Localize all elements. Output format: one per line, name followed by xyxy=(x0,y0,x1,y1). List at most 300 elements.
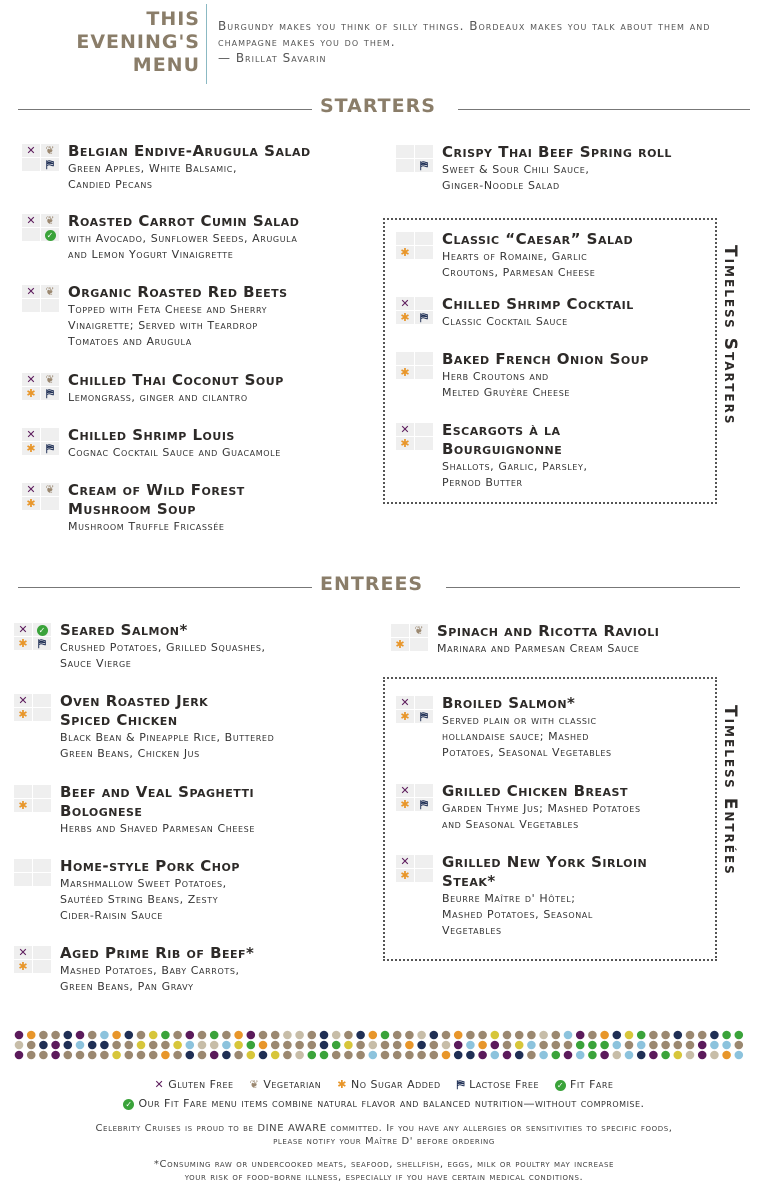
lactose-free-icon: ⛿ xyxy=(41,387,59,400)
gluten-free-icon: ✕ xyxy=(396,297,414,310)
disclaimer-line-2: your risk of food-borne illness, especially if you have certain medical conditions. xyxy=(184,1172,584,1183)
timeless-entree-item xyxy=(396,782,706,838)
item-desc: Tomatoes and Arugula xyxy=(68,335,192,348)
decorative-dot xyxy=(259,1041,268,1050)
decorative-dot xyxy=(283,1031,292,1040)
lactose-free-icon: ⛿ xyxy=(415,710,433,723)
decorative-dot xyxy=(27,1031,36,1040)
decorative-dot xyxy=(564,1051,573,1060)
header-divider xyxy=(206,4,207,84)
decorative-dot xyxy=(539,1041,548,1050)
item-name: Escargots à la xyxy=(442,421,561,439)
starters-heading xyxy=(0,95,768,119)
dietary-icons xyxy=(14,946,52,974)
decorative-dot xyxy=(491,1051,500,1060)
item-desc: Beurre Maître d' Hôtel; xyxy=(442,892,576,905)
item-name: Grilled New York Sirloin xyxy=(442,853,648,871)
decorative-dot xyxy=(222,1041,231,1050)
decorative-dot xyxy=(39,1031,48,1040)
decorative-dot xyxy=(161,1051,170,1060)
empty-icon-slot xyxy=(391,624,409,637)
decorative-dot xyxy=(295,1051,304,1060)
empty-icon-slot xyxy=(33,859,51,872)
empty-icon-slot xyxy=(415,855,433,868)
decorative-dot xyxy=(454,1051,463,1060)
decorative-dot xyxy=(186,1051,195,1060)
decorative-dot xyxy=(417,1041,426,1050)
decorative-dot xyxy=(527,1041,536,1050)
decorative-dot xyxy=(320,1051,329,1060)
item-desc: Sweet & Sour Chili Sauce, xyxy=(442,163,590,176)
decorative-dot xyxy=(308,1031,317,1040)
decorative-dot xyxy=(344,1051,353,1060)
decorative-dot xyxy=(161,1031,170,1040)
no-sugar-icon: ✱ xyxy=(396,710,414,723)
decorative-dot xyxy=(637,1031,646,1040)
decorative-dot xyxy=(503,1031,512,1040)
item-desc: Marshmallow Sweet Potatoes, xyxy=(60,877,227,890)
decorative-dot xyxy=(198,1051,207,1060)
empty-icon-slot xyxy=(41,428,59,441)
decorative-dot xyxy=(478,1031,487,1040)
decorative-dot xyxy=(588,1031,597,1040)
gluten-free-icon: ✕ xyxy=(396,855,414,868)
decorative-dot xyxy=(600,1031,609,1040)
timeless-entree-item xyxy=(396,853,706,941)
gluten-free-icon: ✕ xyxy=(14,946,32,959)
decorative-dot xyxy=(100,1031,109,1040)
decorative-dot xyxy=(356,1031,365,1040)
item-name: Organic Roasted Red Beets xyxy=(68,283,288,301)
decorative-dot xyxy=(173,1041,182,1050)
item-desc: Cognac Cocktail Sauce and Guacamole xyxy=(68,446,281,459)
title-line-1: THIS xyxy=(146,8,200,30)
empty-icon-slot xyxy=(14,859,32,872)
item-desc: Mashed Potatoes, Baby Carrots, xyxy=(60,964,240,977)
decorative-dot xyxy=(15,1031,24,1040)
fit-fare-icon: ✓ xyxy=(33,623,51,636)
no-sugar-icon: ✱ xyxy=(14,708,32,721)
decorative-dot xyxy=(735,1051,744,1060)
item-name: Seared Salmon* xyxy=(60,621,188,639)
decorative-dot xyxy=(478,1041,487,1050)
no-sugar-icon: ✱ xyxy=(22,387,40,400)
dietary-icons xyxy=(396,297,434,325)
no-sugar-icon: ✱ xyxy=(396,437,414,450)
decorative-dot xyxy=(100,1041,109,1050)
heading-rule xyxy=(18,109,312,110)
item-desc: Croutons, Parmesan Cheese xyxy=(442,266,596,279)
decorative-dot xyxy=(27,1041,36,1050)
item-desc: with Avocado, Sunflower Seeds, Arugula xyxy=(68,232,298,245)
decorative-dot xyxy=(234,1041,243,1050)
decorative-dot xyxy=(137,1041,146,1050)
decorative-dot xyxy=(552,1051,561,1060)
heading-rule xyxy=(458,109,750,110)
decorative-dot xyxy=(466,1031,475,1040)
item-name: Broiled Salmon* xyxy=(442,694,576,712)
dietary-icons xyxy=(22,144,60,172)
starters-title: STARTERS xyxy=(320,95,436,117)
decorative-dot xyxy=(661,1031,670,1040)
decorative-dot xyxy=(137,1051,146,1060)
decorative-dot xyxy=(491,1031,500,1040)
timeless-starters-label: Timeless Starters xyxy=(720,245,740,426)
item-desc: Sautéed String Beans, Zesty xyxy=(60,893,219,906)
vegetarian-leaf-icon: ❦ xyxy=(249,1078,260,1091)
legend-fit-fare xyxy=(555,1078,613,1091)
decorative-dot xyxy=(491,1041,500,1050)
decorative-dot xyxy=(125,1031,134,1040)
empty-icon-slot xyxy=(396,159,414,172)
item-name: Oven Roasted Jerk xyxy=(60,692,209,710)
decorative-dot xyxy=(271,1041,280,1050)
decorative-dot xyxy=(466,1051,475,1060)
empty-icon-slot xyxy=(415,246,433,259)
decorative-dot xyxy=(649,1031,658,1040)
no-sugar-icon: ✱ xyxy=(396,311,414,324)
item-desc: and Lemon Yogurt Vinaigrette xyxy=(68,248,234,261)
fit-fare-icon: ✓ xyxy=(41,228,59,241)
menu-title xyxy=(55,8,200,77)
empty-icon-slot xyxy=(415,696,433,709)
decorative-dot xyxy=(698,1051,707,1060)
decorative-dot xyxy=(210,1041,219,1050)
gluten-free-icon: ✕ xyxy=(22,214,40,227)
decorative-dot xyxy=(405,1051,414,1060)
decorative-dot xyxy=(527,1051,536,1060)
gluten-free-icon: ✕ xyxy=(396,784,414,797)
empty-icon-slot xyxy=(33,873,51,886)
legend-label: Gluten Free xyxy=(168,1078,234,1091)
title-line-3: MENU xyxy=(132,54,200,76)
decorative-dot xyxy=(552,1031,561,1040)
decorative-dot xyxy=(722,1051,731,1060)
decorative-dot xyxy=(369,1031,378,1040)
decorative-dot xyxy=(332,1041,341,1050)
decorative-dot xyxy=(686,1041,695,1050)
item-name: Belgian Endive-Arugula Salad xyxy=(68,142,311,160)
decorative-dot xyxy=(64,1051,73,1060)
item-name: Steak* xyxy=(442,872,496,890)
item-name: Aged Prime Rib of Beef* xyxy=(60,944,255,962)
decorative-dot xyxy=(15,1051,24,1060)
item-name: Chilled Shrimp Louis xyxy=(68,426,235,444)
entrees-title: ENTREES xyxy=(320,573,424,595)
decorative-dot xyxy=(393,1031,402,1040)
decorative-dot xyxy=(234,1051,243,1060)
item-desc: Melted Gruyère Cheese xyxy=(442,386,571,399)
empty-icon-slot xyxy=(415,145,433,158)
decorative-dot xyxy=(356,1051,365,1060)
item-name: Roasted Carrot Cumin Salad xyxy=(68,212,300,230)
legend-lactose-free xyxy=(457,1078,539,1091)
empty-icon-slot xyxy=(22,158,40,171)
dietary-icons xyxy=(396,696,434,724)
decorative-dot xyxy=(417,1031,426,1040)
decorative-dot xyxy=(210,1031,219,1040)
decorative-dot xyxy=(76,1051,85,1060)
allergy-line-1: Celebrity Cruises is proud to be DINE AWARE committed. If you have any allergies or sensitivities to specific foods, xyxy=(95,1123,673,1134)
vegetarian-leaf-icon: ❦ xyxy=(41,144,59,157)
decorative-dot xyxy=(64,1031,73,1040)
item-name: Spinach and Ricotta Ravioli xyxy=(437,622,660,640)
decorative-dot xyxy=(393,1041,402,1050)
dietary-icons xyxy=(14,694,52,722)
gluten-free-icon: ✕ xyxy=(14,694,32,707)
decorative-dot xyxy=(149,1041,158,1050)
quote-attribution: — Brillat Savarin xyxy=(218,51,327,65)
starter-item xyxy=(22,481,382,537)
item-desc: Served plain or with classic xyxy=(442,714,597,727)
no-sugar-icon: ✱ xyxy=(396,246,414,259)
decorative-dot xyxy=(454,1041,463,1050)
decorative-dot xyxy=(283,1051,292,1060)
decorative-dot xyxy=(710,1041,719,1050)
legend-label: Fit Fare xyxy=(570,1078,614,1091)
disclaimer-line-1: *Consuming raw or undercooked meats, seafood, shellfish, eggs, milk or poultry may increase xyxy=(153,1159,615,1170)
item-name: Grilled Chicken Breast xyxy=(442,782,628,800)
no-sugar-icon: ✱ xyxy=(14,637,32,650)
empty-icon-slot xyxy=(33,799,51,812)
item-desc: Sauce Vierge xyxy=(60,657,132,670)
gluten-free-icon: ✕ xyxy=(396,423,414,436)
decorative-dot xyxy=(649,1051,658,1060)
decorative-dot xyxy=(405,1031,414,1040)
decorative-dot xyxy=(674,1041,683,1050)
gluten-free-icon: ✕ xyxy=(14,623,32,636)
item-desc: and Seasonal Vegetables xyxy=(442,818,579,831)
decorative-dot xyxy=(271,1031,280,1040)
decorative-dot xyxy=(722,1031,731,1040)
empty-icon-slot xyxy=(22,228,40,241)
lactose-free-icon: ⛿ xyxy=(41,442,59,455)
decorative-dot xyxy=(271,1051,280,1060)
item-name: Crispy Thai Beef Spring roll xyxy=(442,143,672,161)
no-sugar-icon: ✱ xyxy=(14,799,32,812)
timeless-starter-item xyxy=(396,421,706,493)
item-desc: Crushed Potatoes, Grilled Squashes, xyxy=(60,641,266,654)
decorative-dot xyxy=(76,1031,85,1040)
decorative-dot xyxy=(686,1051,695,1060)
empty-icon-slot xyxy=(14,873,32,886)
lactose-free-icon: ⛿ xyxy=(415,311,433,324)
decorative-dot xyxy=(552,1041,561,1050)
vegetarian-leaf-icon: ❦ xyxy=(41,373,59,386)
decorative-dot xyxy=(405,1041,414,1050)
item-desc: Herb Croutons and xyxy=(442,370,549,383)
decorative-dot xyxy=(661,1051,670,1060)
vegetarian-leaf-icon: ❦ xyxy=(41,483,59,496)
decorative-dot xyxy=(198,1041,207,1050)
starter-item xyxy=(22,283,382,355)
empty-icon-slot xyxy=(22,299,40,312)
legend-gluten-free xyxy=(155,1078,234,1091)
decorative-dot xyxy=(430,1031,439,1040)
dietary-icons xyxy=(22,373,60,401)
decorative-dot xyxy=(722,1041,731,1050)
decorative-dot xyxy=(259,1051,268,1060)
decorative-dot xyxy=(88,1051,97,1060)
dietary-icons xyxy=(22,428,60,456)
decorative-dot xyxy=(466,1041,475,1050)
item-name: Classic “Caesar” Salad xyxy=(442,230,634,248)
lactose-free-icon: ⛿ xyxy=(415,159,433,172)
decorative-dot xyxy=(637,1041,646,1050)
decorative-dot xyxy=(308,1041,317,1050)
title-line-2: EVENING'S xyxy=(76,31,200,53)
decorative-dot xyxy=(344,1031,353,1040)
no-sugar-icon: ✱ xyxy=(396,366,414,379)
decorative-dot xyxy=(186,1031,195,1040)
decorative-dot xyxy=(381,1031,390,1040)
decorative-dot xyxy=(588,1041,597,1050)
empty-icon-slot xyxy=(396,232,414,245)
item-name: Baked French Onion Soup xyxy=(442,350,649,368)
vegetarian-leaf-icon: ❦ xyxy=(41,214,59,227)
item-desc: Pernod Butter xyxy=(442,476,523,489)
decorative-dot xyxy=(564,1031,573,1040)
heading-rule xyxy=(18,587,312,588)
decorative-dot xyxy=(417,1051,426,1060)
decorative-dot xyxy=(393,1051,402,1060)
decorative-dot xyxy=(588,1051,597,1060)
decorative-dot xyxy=(674,1051,683,1060)
timeless-starter-item xyxy=(396,230,706,286)
dietary-icons xyxy=(14,623,52,651)
legend-label: No Sugar Added xyxy=(350,1078,441,1091)
decorative-dot xyxy=(112,1051,121,1060)
decorative-dot xyxy=(564,1041,573,1050)
decorative-dot xyxy=(613,1031,622,1040)
empty-icon-slot xyxy=(33,960,51,973)
entrees-heading xyxy=(0,573,768,597)
decorative-dot xyxy=(613,1051,622,1060)
decorative-dot xyxy=(332,1051,341,1060)
entree-item xyxy=(391,622,731,662)
lactose-free-icon: ⛿ xyxy=(415,798,433,811)
decorative-dot xyxy=(125,1051,134,1060)
empty-icon-slot xyxy=(415,366,433,379)
item-name: Bourguignonne xyxy=(442,440,563,458)
dietary-legend xyxy=(0,1078,768,1092)
decorative-dot xyxy=(735,1031,744,1040)
decorative-dot xyxy=(576,1041,585,1050)
decorative-dot xyxy=(515,1041,524,1050)
decorative-dot xyxy=(503,1051,512,1060)
decorative-dot xyxy=(64,1041,73,1050)
item-desc: Green Beans, Chicken Jus xyxy=(60,747,200,760)
item-desc: Vinaigrette; Served with Teardrop xyxy=(68,319,258,332)
dietary-icons xyxy=(391,624,429,652)
decorative-dot xyxy=(613,1041,622,1050)
item-desc: Garden Thyme Jus; Mashed Potatoes xyxy=(442,802,641,815)
empty-icon-slot xyxy=(33,694,51,707)
gluten-free-icon: ✕ xyxy=(22,483,40,496)
no-sugar-icon: ✱ xyxy=(22,442,40,455)
gluten-free-icon: ✕ xyxy=(22,144,40,157)
decorative-dot xyxy=(625,1031,634,1040)
empty-icon-slot xyxy=(33,708,51,721)
decorative-dot xyxy=(698,1031,707,1040)
allergy-line-2: please notify your Maître D' before ordering xyxy=(273,1136,495,1147)
decorative-dot xyxy=(710,1031,719,1040)
entree-item xyxy=(14,692,374,764)
legend-label: Vegetarian xyxy=(263,1078,322,1091)
decorative-dot xyxy=(356,1041,365,1050)
lactose-free-icon: ⛿ xyxy=(456,1078,466,1091)
decorative-dot xyxy=(369,1051,378,1060)
decorative-dot xyxy=(283,1041,292,1050)
decorative-dot xyxy=(527,1031,536,1040)
dietary-icons xyxy=(396,232,434,260)
decorative-dot xyxy=(637,1051,646,1060)
no-sugar-icon: ✱ xyxy=(22,497,40,510)
item-desc: Lemongrass, ginger and cilantro xyxy=(68,391,248,404)
gluten-free-icon: ✕ xyxy=(22,373,40,386)
decorative-dot xyxy=(173,1031,182,1040)
no-sugar-icon: ✱ xyxy=(337,1078,347,1091)
decorative-dot xyxy=(247,1031,256,1040)
starter-item xyxy=(22,142,382,198)
decorative-dot xyxy=(478,1051,487,1060)
decorative-dot xyxy=(247,1051,256,1060)
dietary-icons xyxy=(22,214,60,242)
decorative-dot xyxy=(539,1051,548,1060)
decorative-dot xyxy=(649,1041,658,1050)
decorative-dot xyxy=(76,1041,85,1050)
decorative-dot xyxy=(503,1041,512,1050)
item-desc: Mashed Potatoes, Seasonal xyxy=(442,908,593,921)
no-sugar-icon: ✱ xyxy=(396,869,414,882)
decorative-dot xyxy=(222,1051,231,1060)
dietary-icons xyxy=(14,785,52,813)
decorative-dot xyxy=(381,1051,390,1060)
item-desc: Green Beans, Pan Gravy xyxy=(60,980,194,993)
decorative-dot xyxy=(27,1051,36,1060)
item-desc: Black Bean & Pineapple Rice, Buttered xyxy=(60,731,275,744)
empty-icon-slot xyxy=(415,423,433,436)
decorative-dot xyxy=(698,1041,707,1050)
dietary-icons xyxy=(396,784,434,812)
item-name: Spiced Chicken xyxy=(60,711,178,729)
no-sugar-icon: ✱ xyxy=(391,638,409,651)
empty-icon-slot xyxy=(415,352,433,365)
decorative-dot xyxy=(210,1051,219,1060)
decorative-dot xyxy=(112,1031,121,1040)
decorative-dot xyxy=(295,1031,304,1040)
empty-icon-slot xyxy=(396,145,414,158)
header-quote xyxy=(218,18,738,66)
timeless-starter-item xyxy=(396,295,706,335)
heading-rule xyxy=(446,587,740,588)
decorative-dot xyxy=(625,1041,634,1050)
raw-food-disclaimer xyxy=(30,1158,738,1184)
item-desc: Topped with Feta Cheese and Sherry xyxy=(68,303,268,316)
dietary-icons xyxy=(22,483,60,511)
empty-icon-slot xyxy=(396,352,414,365)
timeless-entrees-label: Timeless Entrées xyxy=(720,705,740,876)
fit-fare-note xyxy=(0,1097,768,1110)
decorative-dot xyxy=(539,1031,548,1040)
item-desc: Vegetables xyxy=(442,924,502,937)
item-name: Mushroom Soup xyxy=(68,500,196,518)
fit-fare-icon: ✓ xyxy=(556,1081,565,1090)
decorative-dot xyxy=(369,1041,378,1050)
decorative-dot xyxy=(515,1051,524,1060)
decorative-dot xyxy=(100,1051,109,1060)
lactose-free-icon: ⛿ xyxy=(41,158,59,171)
